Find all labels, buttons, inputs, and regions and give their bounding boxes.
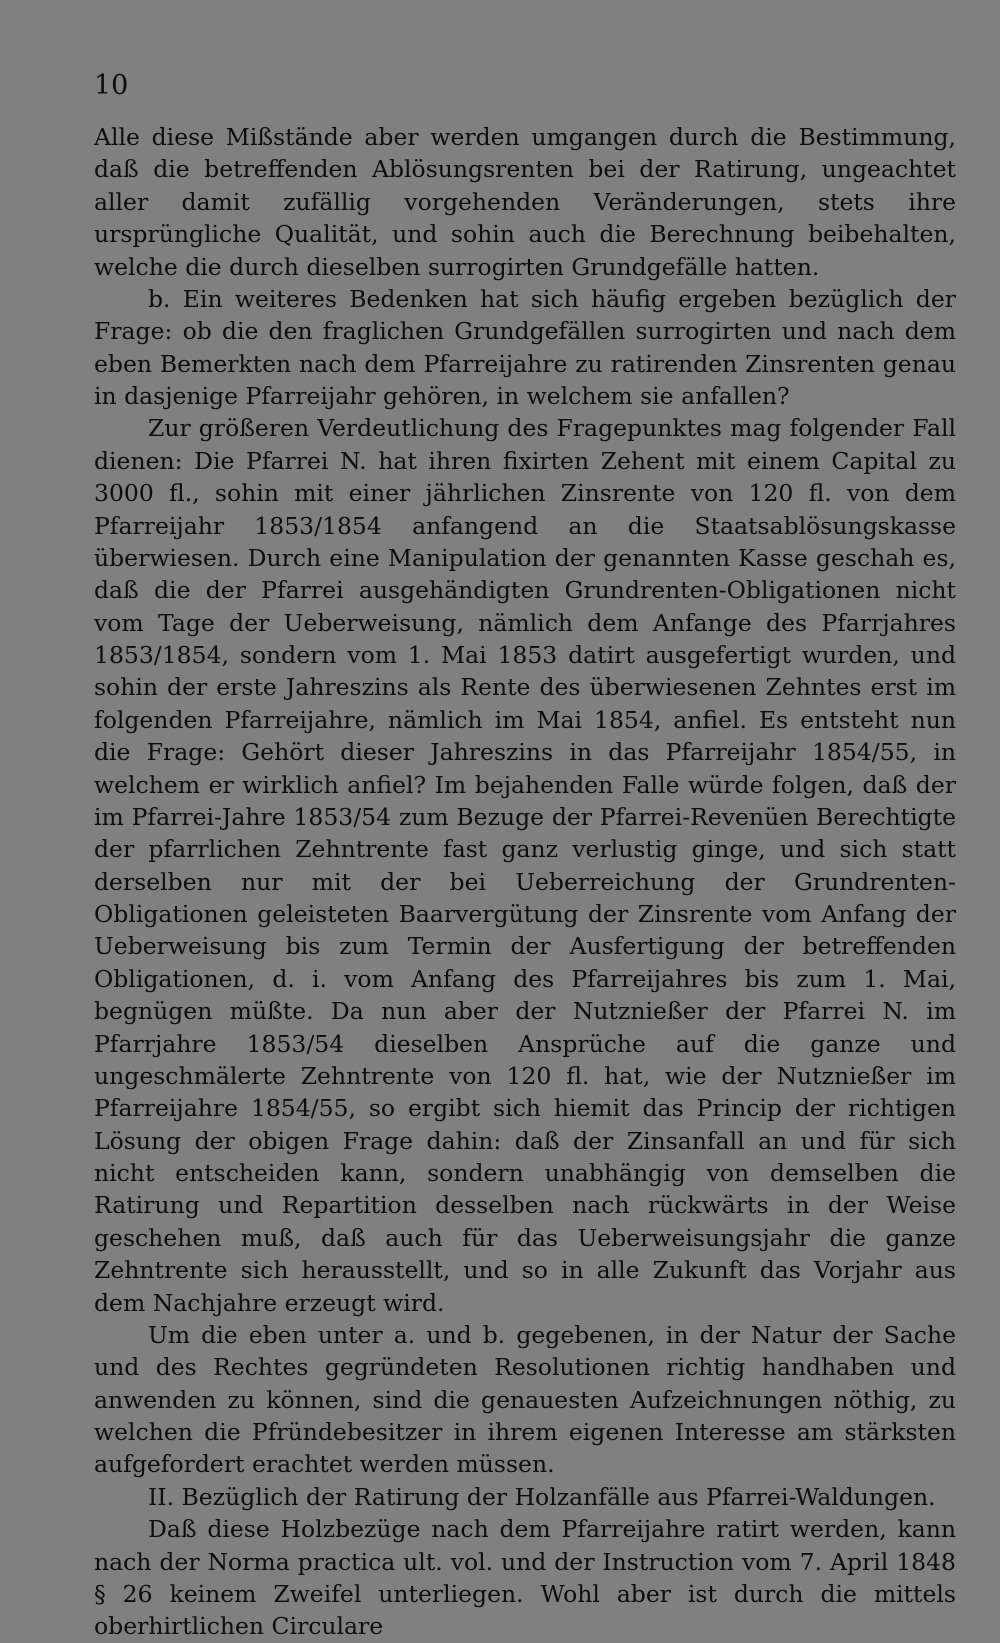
paragraph-resolutions: Um die eben unter a. und b. gegebenen, in der Natur der Sache und des Rechtes gegründeten Resolutionen richtig handhaben und anwenden zu können, sind die genauesten Aufzeichnungen nöthig, zu welchen die Pfründebesitzer in ihrem eigenen Interesse am stärksten aufgefordert erachtet werden müssen. [94, 1320, 956, 1479]
paragraph-wood-revenue: Daß diese Holzbezüge nach dem Pfarreijahre ratirt werden, kann nach der Norma practica ult. vol. und der Instruction vom 7. April 1848 § 26 keinem Zweifel unterliegen. Wohl aber ist durch die mittels oberhirtlichen Circulare [94, 1515, 956, 1641]
paragraph-continuation: Alle diese Mißstände aber werden umgangen durch die Bestimmung, daß die betreffenden Ablösungsrenten bei der Ratirung, ungeachtet aller damit zufällig vorgehenden Veränderungen, stets ihre ursprüngliche Qualität, und sohin auch die Berechnung beibehalten, welche die durch dieselben surrogirten Grundgefälle hatten. [94, 123, 956, 281]
paragraph-example-case: Zur größeren Verdeutlichung des Fragepunktes mag folgender Fall dienen: Die Pfarrei N. hat ihren fixirten Zehent mit einem Capital zu 3000 fl., sohin mit einer jährlichen Zinsrente von 120 fl. von dem Pfarreijahr 1853/1854 anfangend an die Staatsablösungskasse überwiesen. Durch eine Manipulation der genannten Kasse geschah es, daß die der Pfarrei ausgehändigten Grundrenten-Obligationen nicht vom Tage der Ueberweisung, nämlich dem Anfange des Pfarrjahres 1853/1854, sondern vom 1. Mai 1853 datirt ausgefertigt wurden, und sohin der erste Jahreszins als Rente des überwiesenen Zehntes erst im folgenden Pfarreijahre, nämlich im Mai 1854, anfiel. Es entsteht nun die Frage: Gehört dieser Jahreszins in das Pfarreijahr 1854/55, in welchem er wirklich anfiel? Im bejahenden Falle würde folgen, daß der im Pfarrei-Jahre 1853/54 zum Bezuge der Pfarrei-Revenüen Berechtigte der pfarrlichen Zehntrente fast ganz verlustig ginge, und sich statt derselben nur mit der bei Ueberreichung der Grundrenten-Obligationen geleisteten Baarvergütung der Zinsrente vom Anfang der Ueberweisung bis zum Termin der Ausfertigung der betreffenden Obligationen, d. i. vom Anfang des Pfarreijahres bis zum 1. Mai, begnügen müßte. Da nun aber der Nutznießer der Pfarrei N. im Pfarrjahre 1853/54 dieselben Ansprüche auf die ganze und ungeschmälerte Zehntrente von 120 fl. hat, wie der Nutznießer im Pfarreijahre 1854/55, so ergibt sich hiemit das Princip der richtigen Lösung der obigen Frage dahin: daß der Zinsanfall an und für sich nicht entscheiden kann, sondern unabhängig von demselben die Ratirung und Repartition desselben nach rückwärts in der Weise geschehen muß, daß auch für das Ueberweisungsjahr die ganze Zehntrente sich herausstellt, und so in alle Zukunft das Vorjahr aus dem Nachjahre erzeugt wird. [94, 414, 956, 1317]
section-heading-ii: II. Bezüglich der Ratirung der Holzanfälle aus Pfarrei-Waldungen. [148, 1482, 936, 1511]
text-body [94, 121, 956, 1643]
page-number: 10 [94, 70, 129, 101]
paragraph-b-question: b. Ein weiteres Bedenken hat sich häufig ergeben bezüglich der Frage: ob die den fraglichen Grundgefällen surrogirten und nach dem eben Bemerkten nach dem Pfarreijahre zu ratirenden Zinsrenten genau in dasjenige Pfarreijahr gehören, in welchem sie anfallen? [94, 284, 956, 410]
